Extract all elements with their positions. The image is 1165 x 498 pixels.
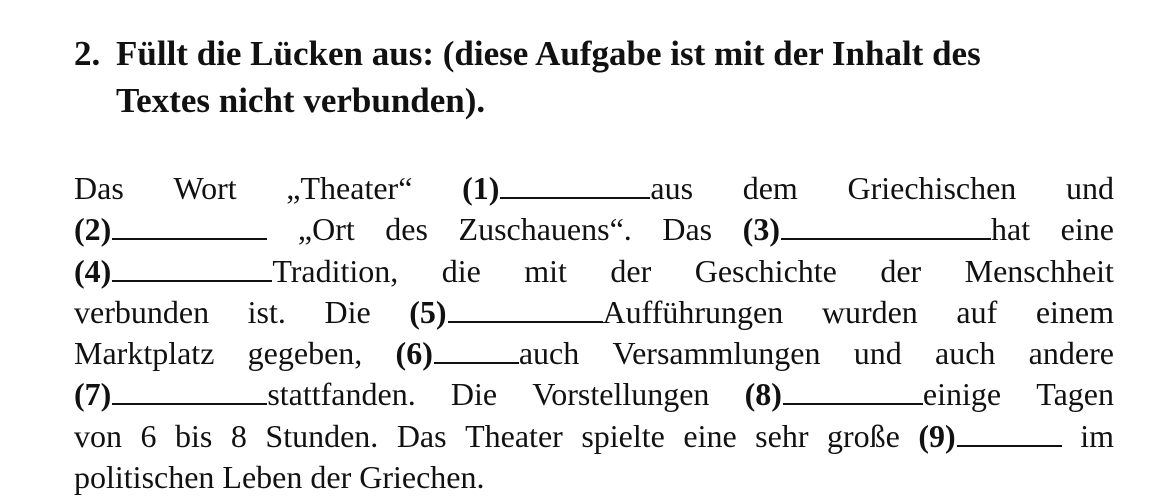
task-title-line-1: Füllt die Lücken aus: (diese Aufgabe ist mit der Inhalt des [116,34,981,73]
gap-blank-line[interactable] [448,320,603,323]
word: andere [1028,335,1114,372]
gap-marker: (1) [462,170,500,206]
word: Das [396,417,447,454]
gap-6[interactable] [396,333,580,374]
gap-3[interactable] [743,209,1030,250]
word: mit [524,252,567,289]
word: einige [922,376,1002,413]
word: eine [1060,211,1114,248]
gap-8[interactable] [745,374,1002,415]
gap-blank-line[interactable] [957,444,1062,447]
gap-marker: (9) [918,417,956,454]
word: 8 [230,417,247,454]
gap-marker: (2) [74,211,112,248]
word: im [1080,417,1114,454]
word: „Theater“ [286,170,413,206]
word: Menschheit [964,252,1114,289]
gap-marker: (3) [742,211,780,248]
gap-5[interactable] [409,292,783,333]
word: der [880,252,922,289]
word: aus [650,170,694,206]
word: und [853,335,902,372]
word: bis [175,417,213,454]
gap-9[interactable] [918,416,1061,457]
word: auch [518,335,580,372]
word: Marktplatz [74,335,215,372]
word: verbunden [74,293,210,330]
task-heading-line-2 [74,77,1134,124]
gap-blank-line[interactable] [112,237,267,240]
word: dem [742,170,798,206]
word: einem [1035,293,1114,330]
text-line-3 [74,251,1114,292]
gap-7[interactable] [74,374,416,415]
word: Aufführungen [602,293,784,330]
gap-4[interactable] [74,251,398,292]
text-line-2 [74,209,1114,250]
word: Geschichte [694,252,837,289]
word: Die [324,293,371,330]
word: der [610,252,652,289]
text-line-5 [74,333,1114,374]
word: und [1065,170,1114,206]
gap-blank-line[interactable] [500,196,650,199]
word: hat [990,211,1031,248]
gap-marker: (7) [74,376,112,413]
word: Die [450,376,498,413]
word: 6 [140,417,157,454]
word: ist. [247,293,286,330]
word: Zuschauens“. [458,211,632,248]
word: sehr [755,417,809,454]
word: auf [956,293,998,330]
word: spielte [581,417,665,454]
word: Theater [465,417,563,454]
task-title-line-2: Textes nicht verbunden). [116,81,486,120]
gap-marker: (6) [395,335,433,372]
word: Tradition, [272,252,399,289]
last-line-text: politischen Leben der Griechen. [74,459,485,496]
word: wurden [821,293,918,330]
text-line-4 [74,292,1114,333]
gap-marker: (5) [409,293,447,330]
word: eine [683,417,737,454]
word: stattfanden. [267,376,416,413]
text-line-7 [74,416,1114,457]
text-line-1 [74,168,1114,209]
word: „Ort [297,211,355,248]
task-heading-line-1 [74,30,1134,77]
gap-1[interactable] [462,168,693,209]
gap-marker: (4) [74,252,112,289]
gap-blank-line[interactable] [112,279,272,282]
gap-blank-line[interactable] [112,402,267,405]
word: Das [662,211,713,248]
gap-marker: (8) [744,376,782,413]
gap-2[interactable] [74,209,267,250]
word: Versammlungen [612,335,821,372]
task-heading [74,30,1134,124]
word: Tagen [1036,376,1114,413]
word: Stunden. [265,417,379,454]
word: des [385,211,428,248]
word: Griechischen [847,170,1017,206]
text-line-8 [74,457,1114,498]
word: Das [74,170,124,206]
word: große [827,417,900,454]
word: Vorstellungen [532,376,710,413]
gap-blank-line[interactable] [434,361,519,364]
word: von [74,417,122,454]
gap-blank-line[interactable] [783,402,923,405]
cloze-text [74,168,1114,498]
word: Wort [173,170,237,206]
text-line-6 [74,374,1114,415]
task-number: 2. [74,34,101,73]
gap-blank-line[interactable] [781,237,991,240]
word: die [441,252,481,289]
word: auch [935,335,996,372]
word: gegeben, [247,335,363,372]
